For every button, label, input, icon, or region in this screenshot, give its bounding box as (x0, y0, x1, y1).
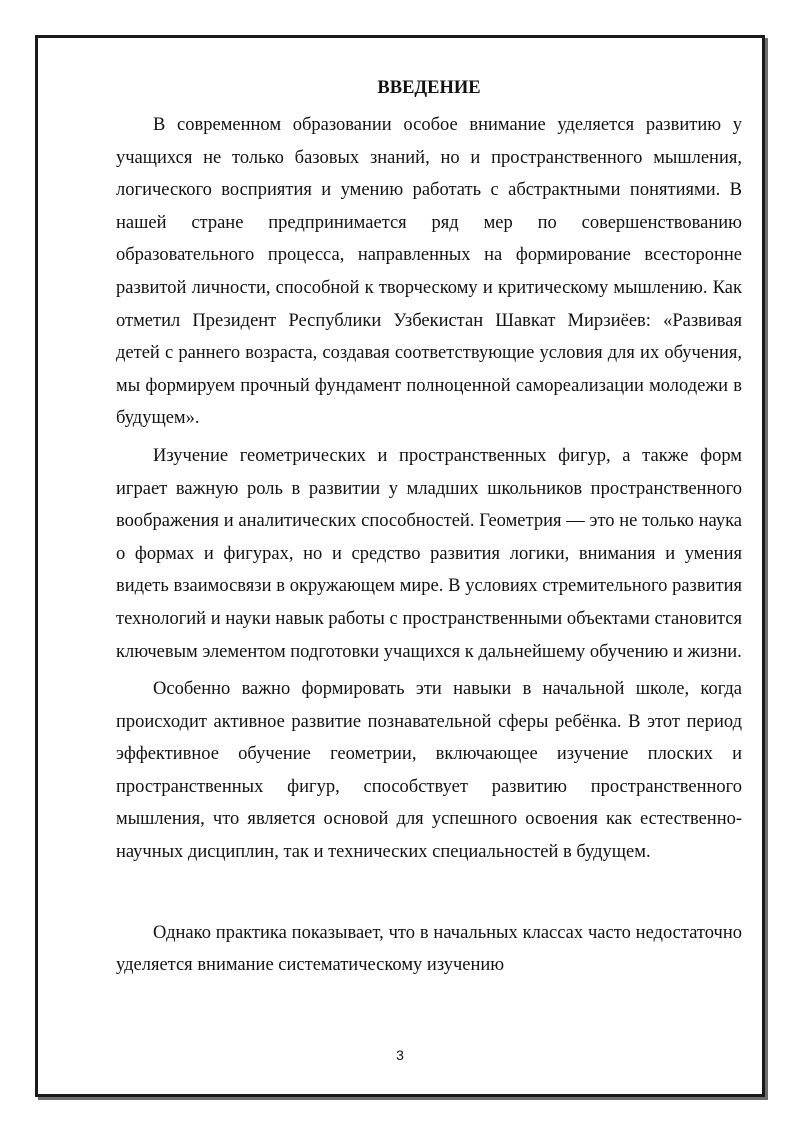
paragraph-4: Однако практика показывает, что в начальных классах часто недостаточно уделяется внимание систематическому изучению (116, 922, 742, 976)
paragraph-1: В современном образовании особое внимание уделяется развитию у учащихся не только базовых знаний, но и пространственного мышления, логического восприятия и умению работать с абстрактными понятиями. В нашей стране предпринимается ряд мер по совершенствованию образовательного процесса, направленных на формирование всесторонне развитой личности, способной к творческому и критическому мышлению. Как отметил Президент Республики Узбекистан Шавкат Мирзиёев: «Развивая детей с раннего возраста, создавая соответствующие условия для их обучения, мы формируем прочный фундамент полноценной самореализации молодежи в будущем». (116, 115, 742, 429)
section-title: ВВЕДЕНИЕ (377, 78, 481, 98)
page-content (116, 78, 742, 982)
page-number: 3 (396, 1047, 404, 1063)
paragraph-3: Особенно важно формировать эти навыки в начальной школе, когда происходит активное развитие познавательной сферы ребёнка. В этот период эффективное обучение геометрии, включающее изучение плоских и пространственных фигур, способствует развитию пространственного мышления, что является основой для успешного освоения как естественно-научных дисциплин, так и технических специальностей в будущем. (116, 679, 742, 863)
paragraph-2: Изучение геометрических и пространственных фигур, а также форм играет важную роль в развитии у младших школьников пространственного воображения и аналитических способностей. Геометрия — это не только наука о формах и фигурах, но и средство развития логики, внимания и умения видеть взаимосвязи в окружающем мире. В условиях стремительного развития технологий и науки навык работы с пространственными объектами становится ключевым элементом подготовки учащихся к дальнейшему обучению и жизни. (116, 445, 742, 662)
